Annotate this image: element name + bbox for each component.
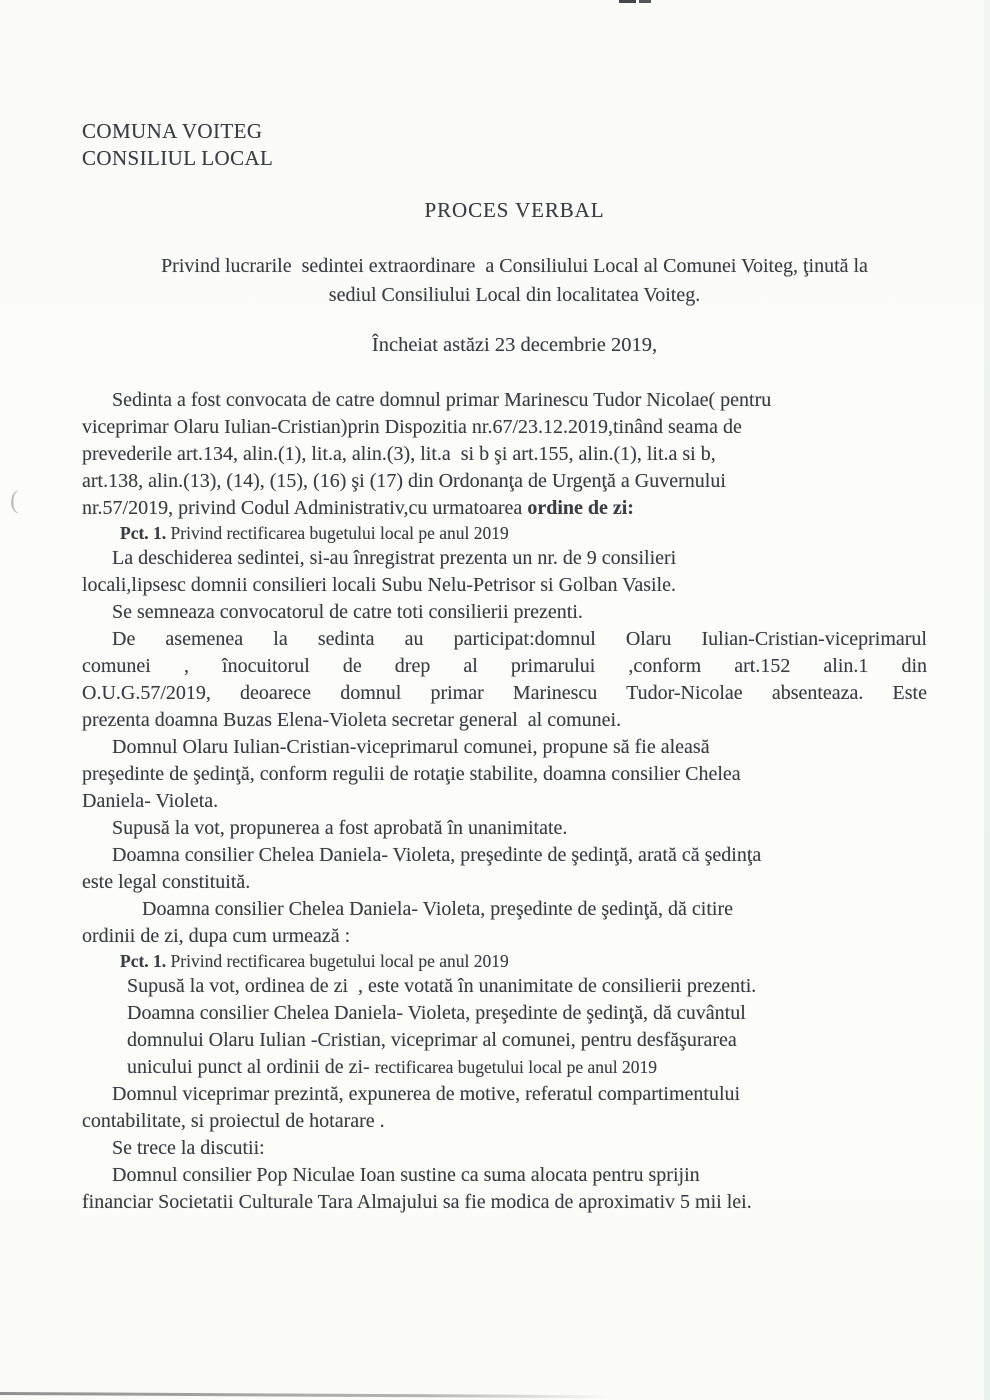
doc-line: prevederile art.134, alin.(1), lit.a, alin.(3), lit.a si b şi art.155, alin.(1), lit.a si b, bbox=[82, 443, 716, 465]
doc-line: art.138, alin.(13), (14), (15), (16) şi (17) din Ordonanţa de Urgenţă a Guvernului bbox=[82, 470, 726, 492]
doc-line: O.U.G.57/2019, deoarece domnul primar Marinescu Tudor-Nicolae absenteaza. Este bbox=[82, 682, 927, 704]
doc-line: Supusă la vot, ordinea de zi , este votată în unanimitate de consilierii prezenti. bbox=[127, 975, 757, 997]
council-name: CONSILIUL LOCAL bbox=[82, 146, 274, 170]
doc-line: Se semneaza convocatorul de catre toti consilierii prezenti. bbox=[112, 601, 583, 623]
doc-line: Doamna consilier Chelea Daniela- Violeta, preşedinte de şedinţă, dă cuvântul bbox=[127, 1002, 746, 1024]
agenda-item bbox=[82, 950, 927, 973]
doc-line: La deschiderea sedintei, si-au înregistrat prezenta un nr. de 9 consilieri bbox=[112, 547, 677, 569]
doc-line: Sedinta a fost convocata de catre domnul primar Marinescu Tudor Nicolae( pentru bbox=[112, 389, 772, 411]
agenda-item bbox=[82, 522, 927, 545]
doc-line: Domnul viceprimar prezintă, expunerea de motive, referatul compartimentului bbox=[112, 1083, 741, 1105]
doc-line: De asemenea la sedinta au participat:domnul Olaru Iulian-Cristian-viceprimarul bbox=[112, 628, 927, 650]
agenda-item-text: Privind rectificarea bugetului local pe anul 2019 bbox=[166, 951, 509, 971]
doc-line: este legal constituită. bbox=[82, 871, 251, 893]
intro-line-1: Privind lucrarile sedintei extraordinare a Consiliului Local al Comunei Voiteg, ţinută la bbox=[161, 255, 868, 277]
doc-line-text: unicului punct al ordinii de zi- bbox=[127, 1056, 375, 1078]
doc-line: viceprimar Olaru Iulian-Cristian)prin Dispozitia nr.67/23.12.2019,tinând seama de bbox=[82, 416, 742, 438]
intro-paragraph bbox=[82, 252, 927, 309]
date-line: Încheiat astăzi 23 decembrie 2019, bbox=[371, 334, 658, 356]
doc-line bbox=[82, 495, 927, 522]
scan-artifact-top-dash bbox=[619, 0, 636, 3]
doc-line: prezenta doamna Buzas Elena-Violeta secretar general al comunei. bbox=[82, 709, 622, 731]
agenda-item-number: Pct. 1. bbox=[120, 951, 167, 971]
doc-line-text: nr.57/2019, privind Codul Administrativ,cu urmatoarea bbox=[82, 497, 528, 519]
organization-name: COMUNA VOITEG bbox=[82, 119, 263, 143]
doc-line: contabilitate, si proiectul de hotarare . bbox=[82, 1110, 385, 1132]
document-title: PROCES VERBAL bbox=[424, 198, 605, 222]
intro-line-2: sediul Consiliului Local din localitatea Voiteg. bbox=[328, 283, 701, 306]
doc-line: Domnul consilier Pop Niculae Ioan sustine ca suma alocata pentru sprijin bbox=[112, 1164, 700, 1186]
doc-line: Domnul Olaru Iulian-Cristian-viceprimarul comunei, propune să fie aleasă bbox=[112, 736, 710, 758]
doc-line: financiar Societatii Culturale Tara Almajului sa fie modica de aproximativ 5 mii lei. bbox=[82, 1191, 752, 1213]
doc-line: comunei , înocuitorul de drep al primarului ,conform art.152 alin.1 din bbox=[82, 655, 927, 677]
doc-line: Daniela- Violeta. bbox=[82, 790, 219, 812]
doc-line: ordinii de zi, dupa cum urmează : bbox=[82, 925, 351, 947]
doc-line: Doamna consilier Chelea Daniela- Violeta, preşedinte de şedinţă, arată că şedinţa bbox=[112, 844, 762, 866]
document-content bbox=[82, 118, 927, 1216]
doc-line bbox=[82, 1054, 927, 1081]
doc-line: domnului Olaru Iulian -Cristian, viceprimar al comunei, pentru desfăşurarea bbox=[127, 1029, 737, 1051]
document-header bbox=[82, 118, 927, 172]
doc-line: Se trece la discutii: bbox=[112, 1137, 265, 1159]
doc-line: Doamna consilier Chelea Daniela- Violeta, preşedinte de şedinţă, dă citire bbox=[142, 898, 733, 920]
scan-artifact-right-edge bbox=[984, 0, 990, 1400]
doc-line: Supusă la vot, propunerea a fost aprobată în unanimitate. bbox=[112, 817, 568, 839]
agenda-subject-text: rectificarea bugetului local pe anul 2019 bbox=[374, 1057, 658, 1077]
document-body bbox=[82, 387, 927, 1216]
doc-line: preşedinte de şedinţă, conform regulii de rotaţie stabilite, doamna consilier Chelea bbox=[82, 763, 741, 785]
agenda-item-number: Pct. 1. bbox=[120, 523, 167, 543]
scan-artifact-paren: ( bbox=[10, 487, 19, 514]
doc-line: locali,lipsesc domnii consilieri locali Subu Nelu-Petrisor si Golban Vasile. bbox=[82, 574, 676, 596]
scan-artifact-bottom-edge bbox=[0, 1392, 610, 1398]
scan-artifact-top-dash-2 bbox=[639, 0, 651, 3]
agenda-heading: ordine de zi: bbox=[527, 497, 634, 519]
agenda-item-text: Privind rectificarea bugetului local pe anul 2019 bbox=[166, 523, 509, 543]
